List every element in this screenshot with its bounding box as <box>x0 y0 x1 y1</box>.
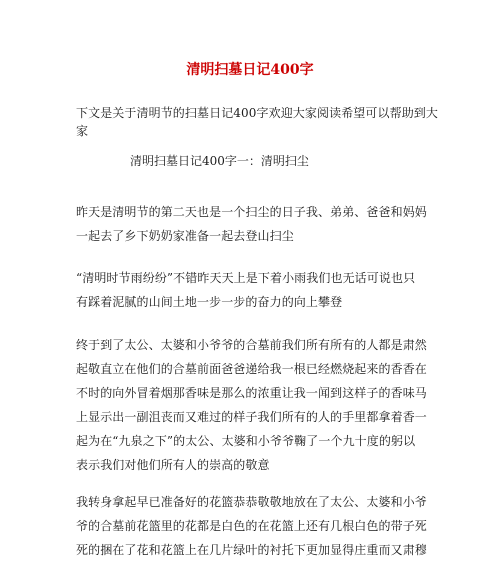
paragraph-line: 我转身拿起早已准备好的花篮恭恭敬敬地放在了太公、太婆和小爷 <box>76 495 427 509</box>
page-title: 清明扫墓日记400字 <box>186 62 314 78</box>
paragraph-line: 死的捆在了花和花篮上在几片绿叶的衬托下更加显得庄重而又肃穆 <box>76 543 427 557</box>
paragraph-line: 表示我们对他们所有人的崇高的敬意 <box>76 458 270 472</box>
intro-line: 家 <box>76 124 89 138</box>
paragraph-line: 上显示出一副沮丧而又难过的样子我们所有的人的手里都拿着香一 <box>76 410 427 424</box>
paragraph <box>76 266 428 314</box>
paragraph-line: 一起去了乡下奶奶家准备一起去登山扫尘 <box>76 229 294 243</box>
intro-paragraph <box>76 101 439 143</box>
paragraph-line: 爷的合墓前花篮里的花都是白色的在花篮上还有几根白色的带子死 <box>76 519 427 533</box>
paragraph-line: 起敬直立在他们的合墓前面爸爸递给我一根已经燃烧起来的香香在 <box>76 362 427 376</box>
paragraph-line: 昨天是清明节的第二天也是一个扫尘的日子我、弟弟、爸爸和妈妈 <box>76 205 427 219</box>
paragraph <box>76 490 428 562</box>
paragraph <box>76 333 428 477</box>
paragraph <box>76 200 428 248</box>
intro-line: 下文是关于清明节的扫墓日记400字欢迎大家阅读希望可以帮助到大 <box>76 106 439 120</box>
paragraph-line: 起为在“九泉之下”的太公、太婆和小爷爷鞠了一个九十度的躬以 <box>76 434 416 448</box>
section-subtitle: 清明扫墓日记400字一：清明扫尘 <box>130 154 309 168</box>
paragraph-line: 终于到了太公、太婆和小爷爷的合墓前我们所有所有的人都是肃然 <box>76 338 427 352</box>
paragraph-line: 不时的向外冒着烟那香味是那么的浓重让我一闻到这样子的香味马 <box>76 386 427 400</box>
paragraph-line: 有踩着泥腻的山间土地一步一步的奋力的向上攀登 <box>76 295 343 309</box>
paragraph-line: “清明时节雨纷纷”不错昨天天上是下着小雨我们也无话可说也只 <box>76 271 416 285</box>
